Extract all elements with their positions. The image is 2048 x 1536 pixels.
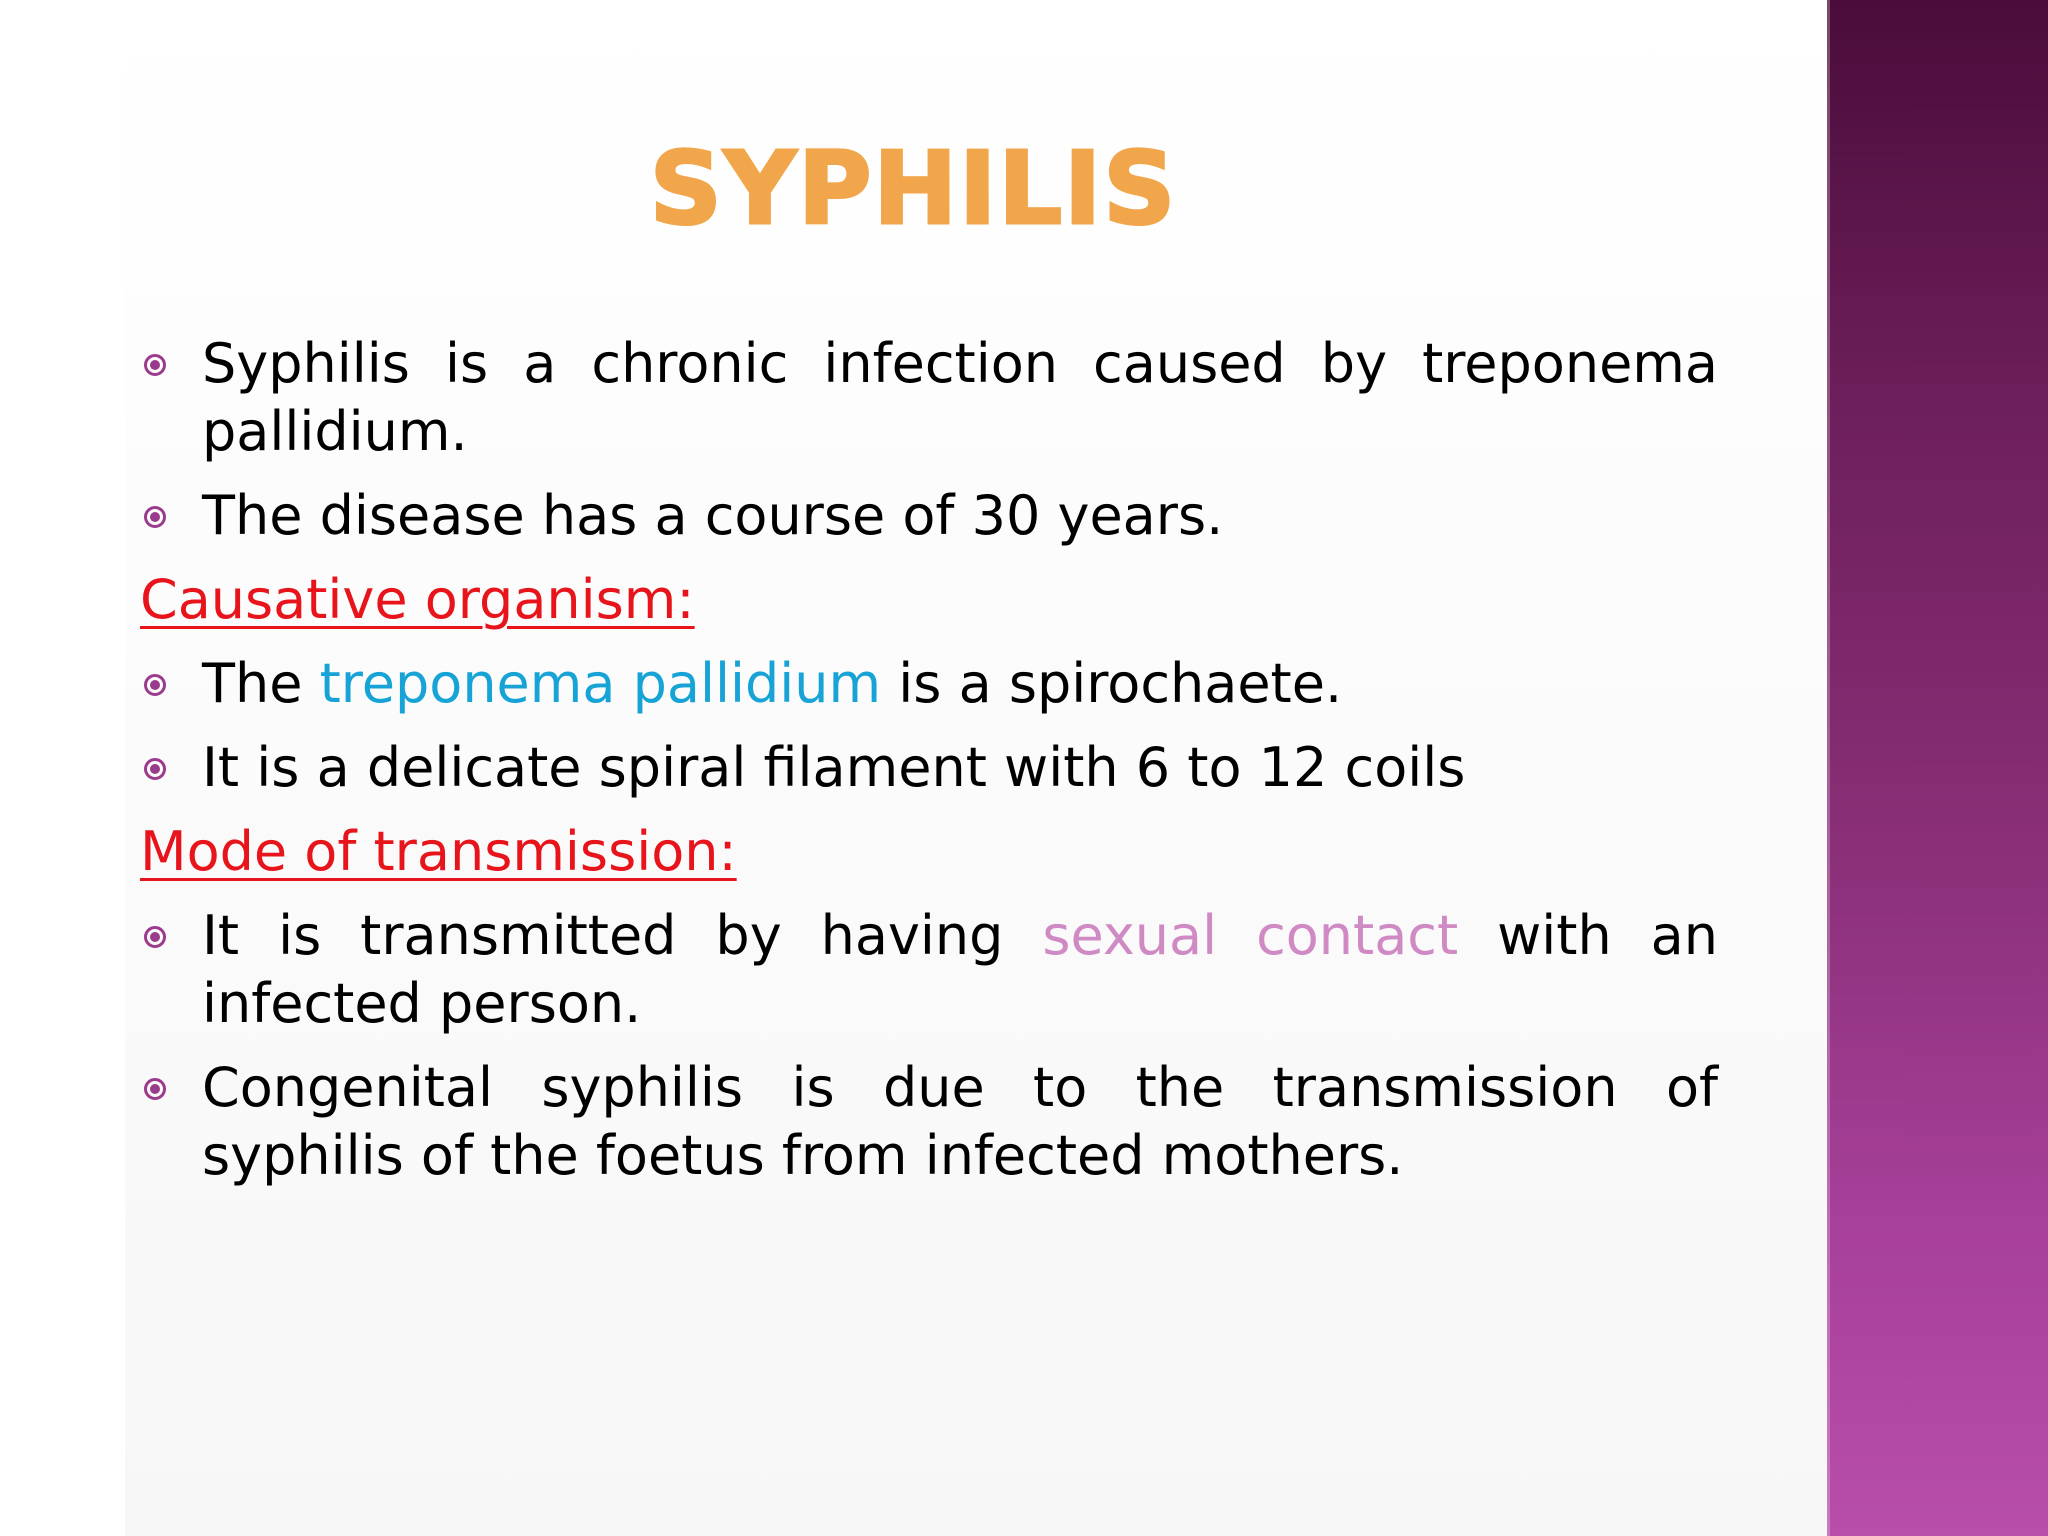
bullet-text-pre: The [202,652,320,715]
bullet-item [140,902,1718,1038]
slide-title [0,130,1827,247]
decorative-sidebar [1827,0,2048,1536]
circle-bullet-icon [144,354,166,376]
bullet-text-post: with an infected person. [202,904,1718,1035]
bullet-item [140,1054,1718,1190]
circle-bullet-icon [144,1078,166,1100]
slide-title-text: SYPHILIS [649,130,1178,247]
circle-bullet-icon [144,926,166,948]
bullet-text-post: is a spirochaete. [881,652,1343,715]
bullet-text: Syphilis is a chronic infection caused by treponema pallidium. [202,332,1718,463]
bullet-item [140,734,1718,802]
bullet-item [140,482,1718,550]
bullet-item [140,330,1718,466]
bullet-item [140,650,1718,718]
bullet-text: Congenital syphilis is due to the transmission of syphilis of the foetus from infected mothers. [202,1056,1718,1187]
highlighted-term: sexual contact [1042,904,1459,967]
bullet-text: The disease has a course of 30 years. [202,484,1224,547]
slide-body [140,330,1718,1206]
circle-bullet-icon [144,506,166,528]
circle-bullet-icon [144,674,166,696]
bullet-text-pre: It is transmitted by having [202,904,1043,967]
highlighted-term: treponema pallidium [319,652,882,715]
bullet-text: It is a delicate spiral filament with 6 to 12 coils [202,736,1466,799]
section-heading-transmission: Mode of transmission: [140,820,737,883]
section-heading-causative: Causative organism: [140,568,695,631]
circle-bullet-icon [144,758,166,780]
